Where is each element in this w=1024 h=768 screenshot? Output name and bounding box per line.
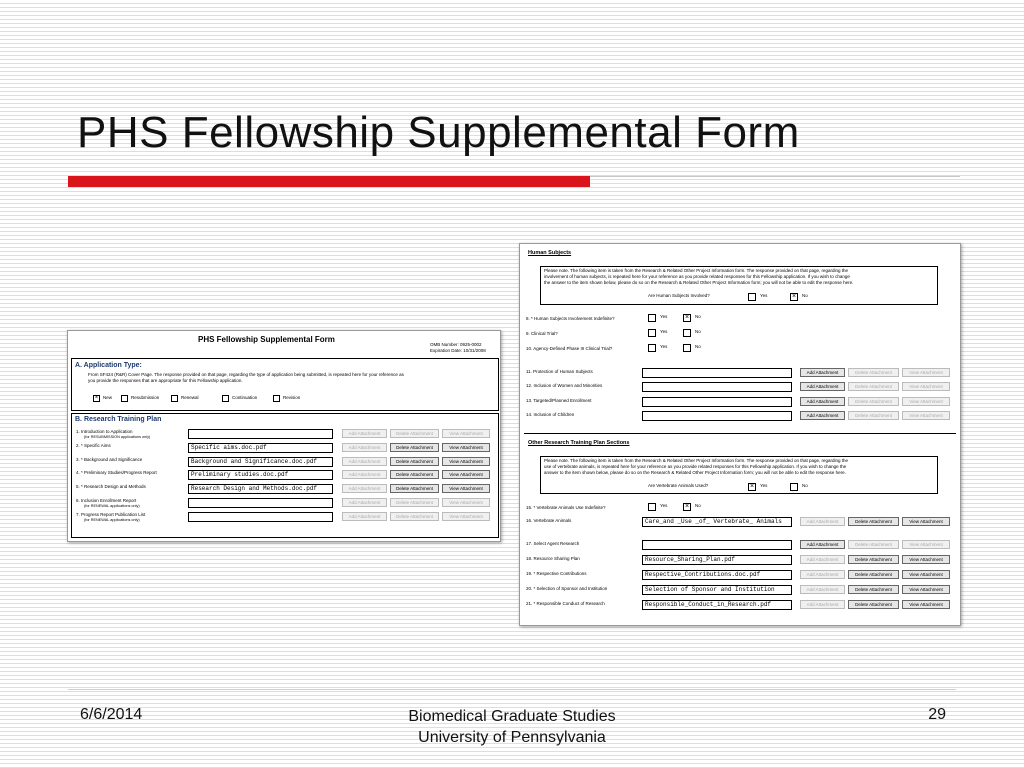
expiration-date: Expiration Date: 10/31/2008 [430, 348, 486, 353]
view-attachment-button[interactable]: View Attachment [902, 540, 950, 549]
human-subjects-form-screenshot [519, 243, 961, 626]
row-sublabel: (for RENEWAL applications only) [84, 504, 140, 508]
view-attachment-button[interactable]: View Attachment [442, 470, 490, 479]
row-label: 5. * Research Design and Methods [76, 484, 146, 489]
app-type-label: New [103, 395, 113, 400]
view-attachment-button[interactable]: View Attachment [902, 517, 950, 526]
no-checkbox[interactable]: × [684, 314, 690, 321]
row-label: 12. Inclusion of Women and Minorities [526, 383, 603, 388]
footer-date: 6/6/2014 [80, 706, 143, 723]
attachment-filename-field[interactable]: Preliminary studies.doc.pdf [188, 470, 333, 480]
attachment-filename-field[interactable]: Selection of Sponsor and Institution [642, 585, 792, 595]
question-label: 10. Agency-Defined Phase III Clinical Trial? [526, 346, 613, 351]
question-label: 9. Clinical Trial? [526, 331, 558, 336]
delete-attachment-button[interactable]: Delete Attachment [848, 600, 899, 609]
section-b-title: B. Research Training Plan [75, 416, 162, 423]
delete-attachment-button[interactable]: Delete Attachment [848, 382, 899, 391]
app-type-label: Revision [283, 395, 301, 400]
no-label: No [695, 314, 701, 319]
row-label: 7. Progress Report Publication List [76, 512, 146, 517]
add-attachment-button[interactable]: Add Attachment [800, 600, 845, 609]
hs-note-line-3: the answer to the item shown below, please do so on the Research & Related Other Project Information form; you will not be able to edit the response here. [544, 280, 854, 285]
view-attachment-button[interactable]: View Attachment [442, 484, 490, 493]
va-yes-label: Yes [760, 483, 768, 488]
row-label: 11. Protection of Human Subjects [526, 369, 593, 374]
form-title: PHS Fellowship Supplemental Form [198, 335, 335, 344]
section-divider [524, 433, 956, 434]
row-label: 3. * Background and Significance [76, 457, 143, 462]
delete-attachment-button[interactable]: Delete Attachment [848, 555, 899, 564]
title-underline-red [68, 176, 590, 187]
attachment-filename-field[interactable]: Specific aims.doc.pdf [188, 443, 333, 453]
add-attachment-button[interactable]: Add Attachment [342, 429, 387, 438]
yes-label: Yes [660, 344, 668, 349]
hs-involved-yes-checkbox[interactable] [748, 293, 756, 301]
delete-attachment-button[interactable]: Delete Attachment [848, 585, 899, 594]
attachment-filename-field[interactable] [642, 397, 792, 407]
view-attachment-button[interactable]: View Attachment [902, 570, 950, 579]
q15-no-label: No [695, 503, 701, 508]
attachment-filename-field[interactable] [642, 382, 792, 392]
app-type-checkbox[interactable] [222, 395, 229, 402]
section-a-text-1: From SF424 (R&R) Cover Page. The response provided on that page, regarding the type of application being submitted, is repeated here for your reference as [88, 372, 404, 377]
add-attachment-button[interactable]: Add Attachment [342, 484, 387, 493]
ot-question: Are Vertebrate Animals Used? [648, 483, 709, 488]
footer-divider [68, 689, 956, 690]
row-label: 19. * Respective Contributions [526, 571, 587, 576]
attachment-filename-field[interactable]: Resource_Sharing_Plan.pdf [642, 555, 792, 565]
hs-no-label: No [802, 293, 808, 298]
row-label: 1. Introduction to Application [76, 429, 133, 434]
hs-involved-no-checkbox[interactable]: × [791, 293, 797, 300]
view-attachment-button[interactable]: View Attachment [442, 512, 490, 521]
row-label: 4. * Preliminary Studies/Progress Report [76, 470, 157, 475]
other-sections-header: Other Research Training Plan Sections [528, 440, 630, 446]
no-label: No [695, 344, 701, 349]
attachment-filename-field[interactable]: Research Design and Methods.doc.pdf [188, 484, 333, 494]
footer-line-1: Biomedical Graduate Studies [408, 708, 616, 725]
view-attachment-button[interactable]: View Attachment [442, 443, 490, 452]
app-type-checkbox[interactable] [121, 395, 128, 402]
attachment-filename-field[interactable]: Care_and _Use _of_ Vertebrate_ Animals [642, 517, 792, 527]
q15-yes-checkbox[interactable] [648, 503, 656, 511]
add-attachment-button[interactable]: Add Attachment [800, 540, 845, 549]
add-attachment-button[interactable]: Add Attachment [342, 457, 387, 466]
add-attachment-button[interactable]: Add Attachment [800, 585, 845, 594]
app-type-label: Renewal [181, 395, 199, 400]
slide-title: PHS Fellowship Supplemental Form [77, 108, 800, 157]
row-sublabel: (for RESUBMISSION applications only) [84, 435, 151, 439]
attachment-filename-field[interactable] [188, 498, 333, 508]
yes-checkbox[interactable] [648, 344, 656, 352]
vertebrate-note-box [540, 456, 938, 494]
view-attachment-button[interactable]: View Attachment [902, 382, 950, 391]
attachment-filename-field[interactable] [642, 411, 792, 421]
attachment-filename-field[interactable] [188, 429, 333, 439]
add-attachment-button[interactable]: Add Attachment [800, 382, 845, 391]
view-attachment-button[interactable]: View Attachment [902, 411, 950, 420]
row-sublabel: (for RENEWAL applications only) [84, 518, 140, 522]
add-attachment-button[interactable]: Add Attachment [342, 498, 387, 507]
attachment-filename-field[interactable]: Responsible_Conduct_in_Research.pdf [642, 600, 792, 610]
delete-attachment-button[interactable]: Delete Attachment [848, 368, 899, 377]
app-type-checkbox[interactable]: × [94, 395, 99, 401]
add-attachment-button[interactable]: Add Attachment [800, 368, 845, 377]
hs-question: Are Human Subjects Involved? [648, 293, 710, 298]
add-attachment-button[interactable]: Add Attachment [800, 397, 845, 406]
delete-attachment-button[interactable]: Delete Attachment [390, 443, 439, 452]
view-attachment-button[interactable]: View Attachment [902, 397, 950, 406]
attachment-filename-field[interactable] [642, 368, 792, 378]
ot-note-line-3: answer to the item shown below, please do so on the Research & Related Other Project Information form; you will not be able to edit the response here. [544, 470, 846, 475]
add-attachment-button[interactable]: Add Attachment [800, 570, 845, 579]
row-label: 21. * Responsible Conduct of Research [526, 601, 605, 606]
row-label: 16. Vertebrate Animals [526, 518, 572, 523]
add-attachment-button[interactable]: Add Attachment [800, 411, 845, 420]
row-label: 20. * Selection of Sponsor and Institution [526, 586, 608, 591]
ot-note-line-1: Please note. The following item is taken from the Research & Related Other Project Information form. The response provided on that page, regarding the [544, 458, 849, 463]
delete-attachment-button[interactable]: Delete Attachment [848, 570, 899, 579]
hs-note-line-1: Please note. The following item is taken from the Research & Related Other Project Information form. The response provided on that page, regarding the [544, 268, 849, 273]
view-attachment-button[interactable]: View Attachment [902, 368, 950, 377]
q15-label: 15. * Vertebrate Animals Use Indefinite? [526, 505, 606, 510]
app-type-checkbox[interactable] [171, 395, 178, 402]
row-label: 6. Inclusion Enrollment Report [76, 498, 137, 503]
view-attachment-button[interactable]: View Attachment [902, 555, 950, 564]
ot-note-line-2: use of vertebrate animals, is repeated here for your reference as you provide related responses for this Fellowship application. If you wish to change the [544, 464, 847, 469]
hs-yes-label: Yes [760, 293, 768, 298]
add-attachment-button[interactable]: Add Attachment [342, 512, 387, 521]
va-no-label: No [802, 483, 808, 488]
no-label: No [695, 329, 701, 334]
delete-attachment-button[interactable]: Delete Attachment [390, 429, 439, 438]
yes-label: Yes [660, 314, 668, 319]
q15-no-checkbox[interactable]: × [684, 503, 690, 510]
attachment-filename-field[interactable] [642, 540, 792, 550]
phs-fellowship-form-screenshot [67, 330, 501, 542]
hs-note-line-2: involvement of human subjects, is repeated here for your reference as you provide related responses for this Fellowship application. If you wish to change [544, 274, 850, 279]
attachment-filename-field[interactable] [188, 512, 333, 522]
no-checkbox[interactable] [683, 329, 691, 337]
section-a-title: A. Application Type: [75, 362, 142, 369]
row-label: 18. Resource Sharing Plan [526, 556, 580, 561]
section-a-text-2: you provide the responses that are appropriate for this Fellowship application. [88, 378, 243, 383]
delete-attachment-button[interactable]: Delete Attachment [390, 512, 439, 521]
delete-attachment-button[interactable]: Delete Attachment [848, 397, 899, 406]
delete-attachment-button[interactable]: Delete Attachment [390, 457, 439, 466]
no-checkbox[interactable] [683, 344, 691, 352]
delete-attachment-button[interactable]: Delete Attachment [390, 470, 439, 479]
delete-attachment-button[interactable]: Delete Attachment [848, 411, 899, 420]
va-used-no-checkbox[interactable] [790, 483, 798, 491]
footer-line-2: University of Pennsylvania [418, 729, 606, 746]
add-attachment-button[interactable]: Add Attachment [800, 555, 845, 564]
delete-attachment-button[interactable]: Delete Attachment [848, 540, 899, 549]
attachment-filename-field[interactable]: Respective_Contributions.doc.pdf [642, 570, 792, 580]
row-label: 17. Select Agent Research [526, 541, 580, 546]
view-attachment-button[interactable]: View Attachment [442, 457, 490, 466]
omb-number: OMB Number: 0925-0002 [430, 342, 482, 347]
app-type-checkbox[interactable] [273, 395, 280, 402]
view-attachment-button[interactable]: View Attachment [902, 585, 950, 594]
va-used-yes-checkbox[interactable]: × [749, 483, 755, 490]
row-label: 14. Inclusion of Children [526, 412, 575, 417]
add-attachment-button[interactable]: Add Attachment [342, 470, 387, 479]
yes-checkbox[interactable] [648, 329, 656, 337]
view-attachment-button[interactable]: View Attachment [902, 600, 950, 609]
row-label: 2. * Specific Aims [76, 443, 111, 448]
delete-attachment-button[interactable]: Delete Attachment [848, 517, 899, 526]
title-underline-grey [590, 176, 960, 177]
footer-institution [352, 706, 672, 748]
attachment-filename-field[interactable]: Background and Significance.doc.pdf [188, 457, 333, 467]
human-subjects-header: Human Subjects [528, 250, 572, 256]
row-label: 13. Targeted/Planned Enrollment [526, 398, 592, 403]
view-attachment-button[interactable]: View Attachment [442, 429, 490, 438]
app-type-label: Resubmission [131, 395, 160, 400]
page-number: 29 [928, 706, 946, 723]
yes-label: Yes [660, 329, 668, 334]
question-label: 8. * Human Subjects Involvement Indefinite? [526, 316, 615, 321]
app-type-label: Continuation [232, 395, 258, 400]
delete-attachment-button[interactable]: Delete Attachment [390, 484, 439, 493]
q15-yes-label: Yes [660, 503, 668, 508]
add-attachment-button[interactable]: Add Attachment [342, 443, 387, 452]
human-subjects-note-box [540, 266, 938, 305]
delete-attachment-button[interactable]: Delete Attachment [390, 498, 439, 507]
view-attachment-button[interactable]: View Attachment [442, 498, 490, 507]
yes-checkbox[interactable] [648, 314, 656, 322]
add-attachment-button[interactable]: Add Attachment [800, 517, 845, 526]
